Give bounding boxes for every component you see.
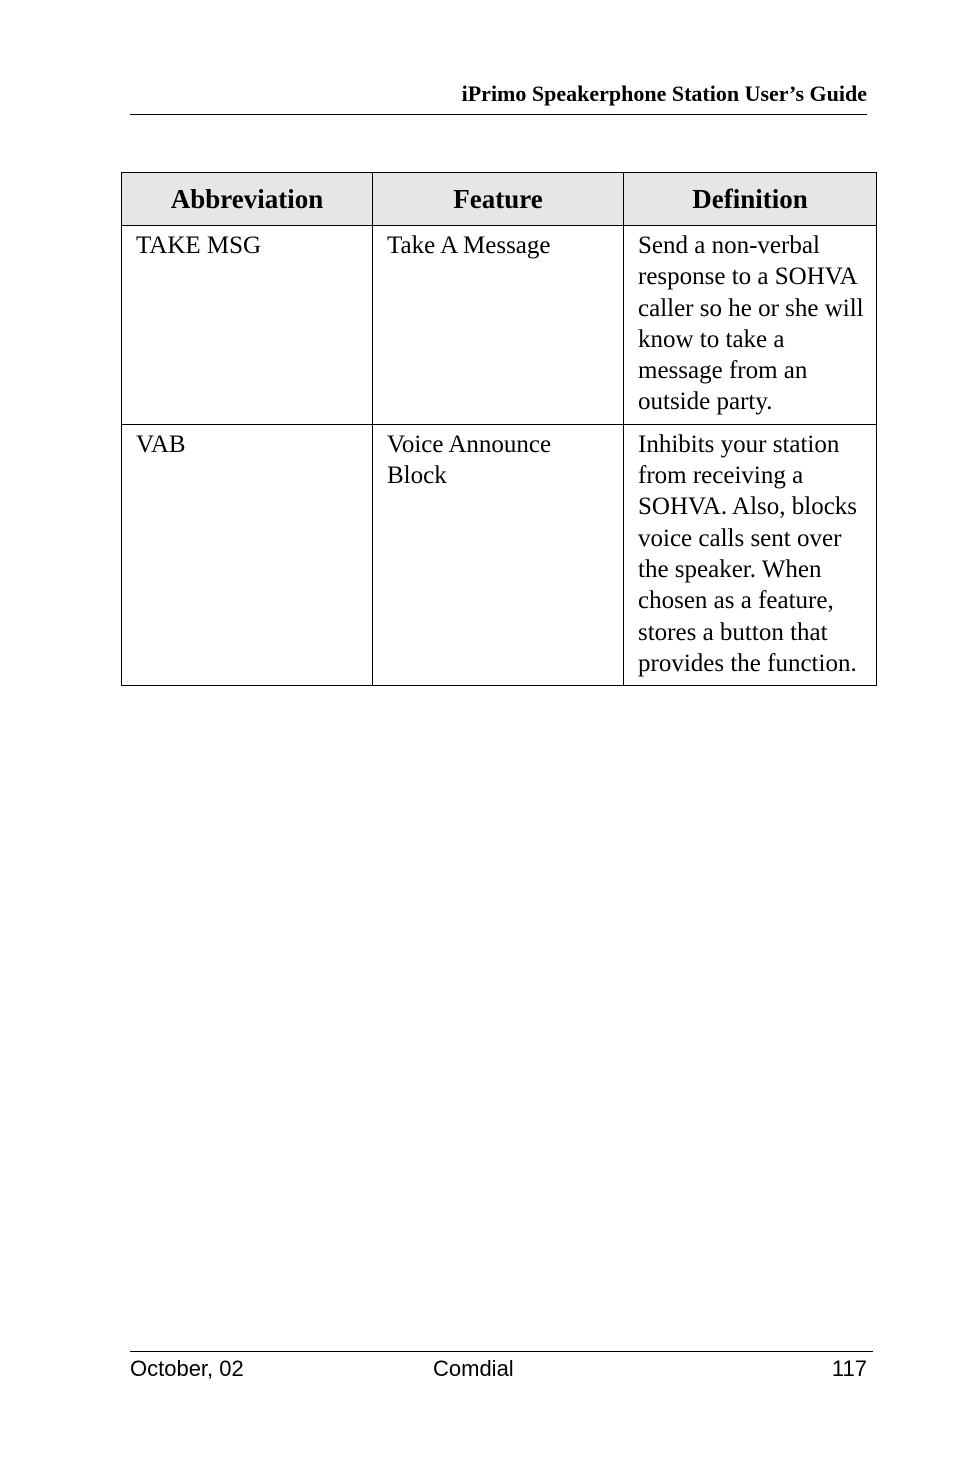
definition-cell: Inhibits your station from receiving a SOHVA. Also, blocks voice calls sent over the speaker. When chosen as a feature, stores a button that provides the function. xyxy=(624,424,877,685)
table-row xyxy=(122,424,877,685)
footer-divider xyxy=(130,1351,873,1352)
table-header-row xyxy=(122,173,877,226)
column-header-definition: Definition xyxy=(624,173,877,226)
header-divider xyxy=(130,114,867,115)
abbreviation-cell: TAKE MSG xyxy=(122,226,373,425)
footer-company: Comdial xyxy=(433,1356,514,1381)
running-header-title: iPrimo Speakerphone Station User’s Guide xyxy=(461,81,867,106)
footer-date: October, 02 xyxy=(130,1356,244,1381)
column-header-abbreviation: Abbreviation xyxy=(122,173,373,226)
feature-cell: Voice Announce Block xyxy=(373,424,624,685)
definition-cell: Send a non-verbal response to a SOHVA caller so he or she will know to take a message from an outside party. xyxy=(624,226,877,425)
abbreviation-cell: VAB xyxy=(122,424,373,685)
feature-cell: Take A Message xyxy=(373,226,624,425)
feature-definition-table xyxy=(121,172,877,686)
page-number: 117 xyxy=(831,1356,867,1381)
column-header-feature: Feature xyxy=(373,173,624,226)
table-row xyxy=(122,226,877,425)
